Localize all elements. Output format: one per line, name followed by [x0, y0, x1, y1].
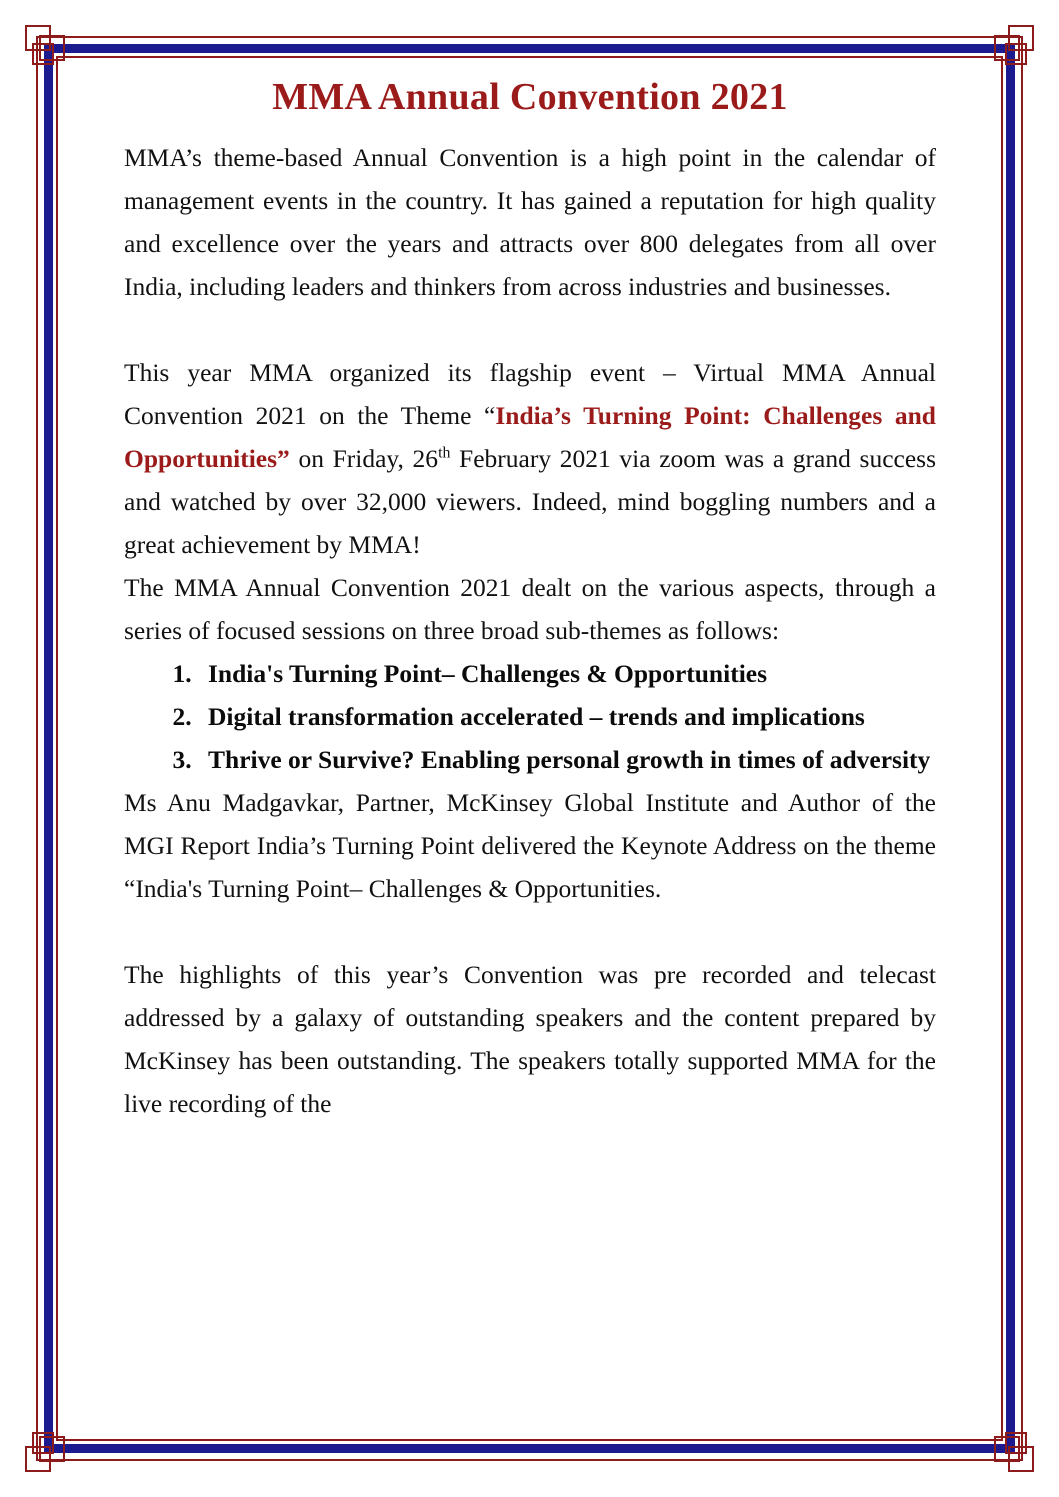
corner-ornament-bottom-right-icon — [990, 1428, 1034, 1472]
list-item: 2. Digital transformation accelerated – trends and implications — [198, 695, 936, 738]
document-content — [124, 76, 936, 1391]
paragraph-spacer — [124, 308, 936, 351]
flagship-lead-text: This year MMA organized its flagship event – Virtual MMA Annual Convention 2021 on the Theme “ — [124, 357, 936, 430]
list-item: 3. Thrive or Survive? Enabling personal growth in times of adversity — [198, 738, 936, 781]
corner-ornament-top-left-icon — [25, 25, 69, 69]
paragraph-flagship-event — [124, 351, 936, 566]
flagship-tail-text: February 2021 via zoom was a grand success and watched by over 32,000 viewers. Indeed, mind boggling numbers and a great achievement by MMA! — [124, 443, 936, 559]
paragraph-highlights: The highlights of this year’s Convention was pre recorded and telecast addressed by a galaxy of outstanding speakers and the content prepared by McKinsey has been outstanding. The speakers totally supported MMA for the live recording of the — [124, 959, 936, 1118]
subtheme-list — [124, 652, 936, 781]
list-item: 1. India's Turning Point– Challenges & Opportunities — [198, 652, 936, 695]
date-ordinal-suffix: th — [438, 444, 451, 462]
convention-theme-highlight: India’s Turning Point: Challenges and Opportunities” — [124, 400, 936, 473]
page-title: MMA Annual Convention 2021 — [272, 76, 788, 118]
paragraph-intro: MMA’s theme-based Annual Convention is a high point in the calendar of management events in the country. It has gained a reputation for high quality and excellence over the years and attracts over 800 delegates from all over India, including leaders and thinkers from across industries and businesses. — [124, 142, 936, 301]
paragraph-keynote: Ms Anu Madgavkar, Partner, McKinsey Global Institute and Author of the MGI Report India’s Turning Point delivered the Keynote Address on the theme “India's Turning Point– Challenges & Opportunities. — [124, 787, 936, 903]
corner-ornament-top-right-icon — [990, 25, 1034, 69]
flagship-date-text: on Friday, 26 — [289, 443, 439, 473]
corner-ornament-bottom-left-icon — [25, 1428, 69, 1472]
paragraph-subthemes-lead: The MMA Annual Convention 2021 dealt on the various aspects, through a series of focused sessions on three broad sub-themes as follows: — [124, 572, 936, 645]
paragraph-spacer — [124, 910, 936, 953]
